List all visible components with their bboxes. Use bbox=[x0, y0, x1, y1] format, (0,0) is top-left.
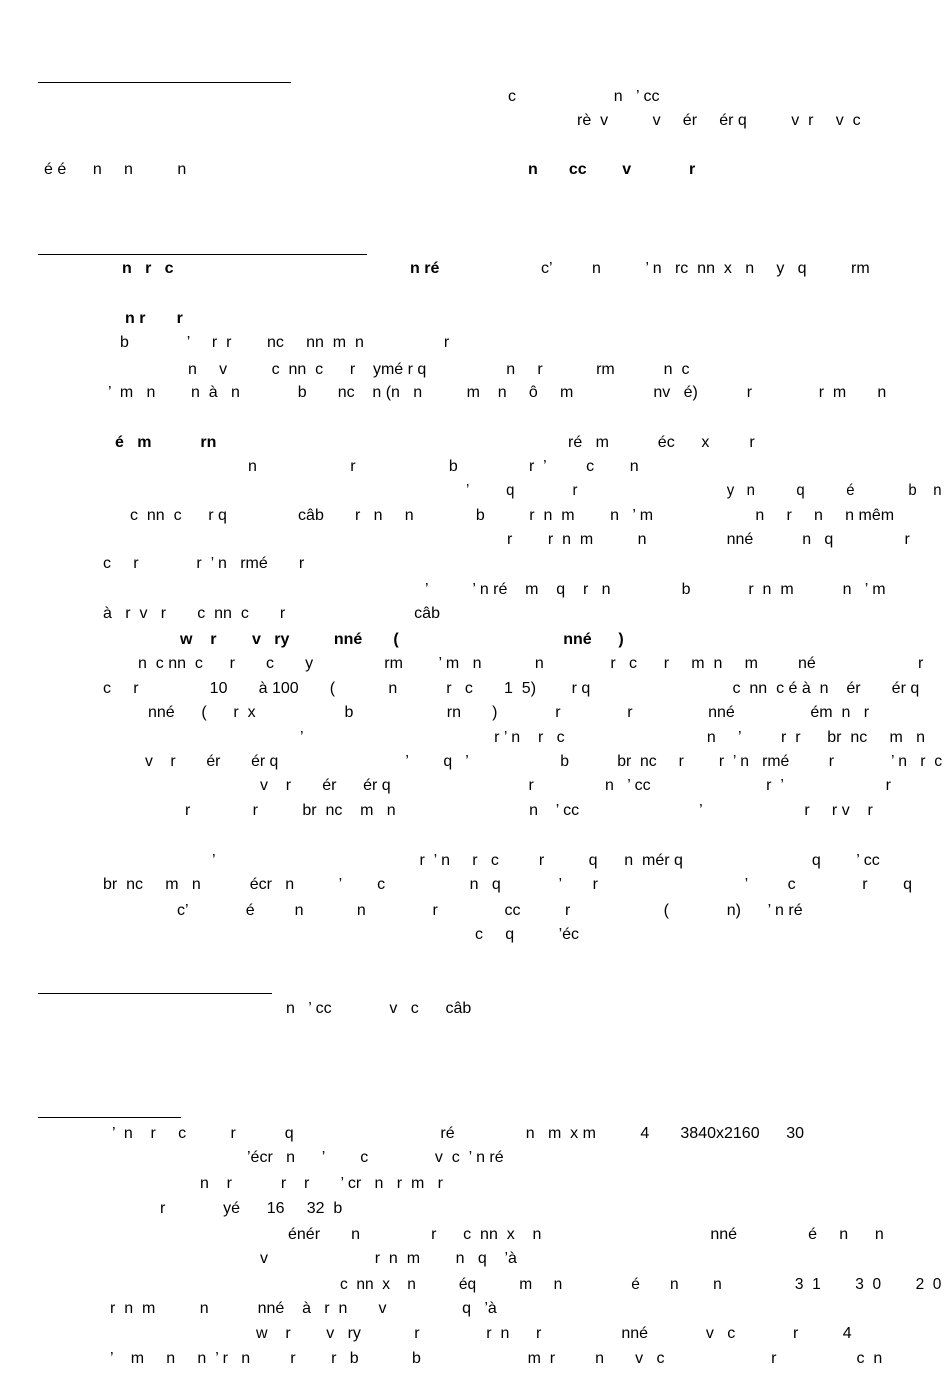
doc-line: ’ q r y n q é b n bbox=[466, 482, 942, 499]
doc-line: ’ ’ n ré m q r n b r n m n ’ m bbox=[425, 581, 886, 598]
doc-line: ’écr n ’ c v c ’ n ré bbox=[247, 1149, 504, 1166]
doc-line: ’ m n n à n b nc n (n n m n ô m nv é) r r m n bbox=[108, 384, 887, 401]
doc-line: c’ n ’ n rc nn x n y q rm bbox=[541, 260, 870, 277]
doc-line: c nn x n éq m n é n n 3 1 3 0 2 0 bbox=[340, 1276, 942, 1293]
doc-line: c n ’ cc bbox=[508, 88, 660, 105]
section-rule bbox=[38, 254, 367, 255]
doc-line: ’ r ’ n r c r q n mér q q ’ cc bbox=[212, 852, 880, 869]
doc-line: n cc v r bbox=[528, 161, 696, 178]
doc-line: n v c nn c r ymé r q n r rm n c bbox=[188, 361, 690, 378]
doc-line: c r 10 à 100 ( n r c 1 5) r q c nn c é à n ér ér q bbox=[103, 680, 920, 697]
doc-line: n c nn c r c y rm ’ m n n r c r m n m né r bbox=[138, 655, 924, 672]
doc-line: énér n r c nn x n nné é n n bbox=[288, 1226, 884, 1243]
doc-line: b ’ r r nc nn m n r bbox=[120, 334, 450, 351]
doc-line: c’ é n n r cc r ( n) ’ n ré bbox=[177, 902, 803, 919]
doc-line: é m rn bbox=[115, 434, 217, 451]
doc-line: w r v ry nné ( nné ) bbox=[180, 631, 624, 648]
doc-line: v r n m n q ’à bbox=[260, 1250, 517, 1267]
section-rule bbox=[38, 82, 291, 83]
doc-line: n r r bbox=[125, 310, 183, 327]
doc-line: v r ér ér q r n ’ cc r ’ r bbox=[260, 777, 891, 794]
doc-line: é é n n n bbox=[44, 161, 187, 178]
doc-line: r yé 16 32 b bbox=[160, 1200, 343, 1217]
doc-line: n ré bbox=[410, 260, 440, 277]
doc-line: rè v v ér ér q v r v c bbox=[577, 112, 861, 129]
section-rule bbox=[38, 993, 272, 994]
section-rule bbox=[38, 1117, 181, 1118]
doc-line: n r r r ’ cr n r m r bbox=[200, 1175, 443, 1192]
doc-line: c nn c r q câb r n n b r n m n ’ m n r n n mêm bbox=[130, 507, 895, 524]
doc-line: n r b r ’ c n bbox=[248, 458, 639, 475]
doc-line: r r br nc m n n ’ cc ’ r r v r bbox=[185, 802, 873, 819]
doc-line: v r ér ér q ’ q ’ b br nc r r ’ n rmé r ’ n r c bbox=[145, 753, 943, 770]
doc-line: w r v ry r r n r nné v c r 4 bbox=[256, 1325, 852, 1342]
doc-line: c q ’éc bbox=[475, 926, 580, 943]
doc-line: ’ r ’ n r c n ’ r r br nc m n bbox=[300, 729, 925, 746]
doc-line: ré m éc x r bbox=[568, 434, 755, 451]
doc-line: ’ m n n ’ r n r r b b m r n v c r c n bbox=[110, 1350, 883, 1367]
doc-line: ’ n r c r q ré n m x m 4 3840x2160 30 bbox=[112, 1125, 805, 1142]
doc-line: r r n m n nné n q r bbox=[507, 531, 910, 548]
doc-line: à r v r c nn c r câb bbox=[103, 605, 440, 622]
doc-line: c r r ’ n rmé r bbox=[103, 555, 305, 572]
doc-line: n r c bbox=[122, 260, 174, 277]
doc-line: n ’ cc v c câb bbox=[286, 1000, 472, 1017]
doc-line: r n m n nné à r n v q ’à bbox=[110, 1300, 497, 1317]
doc-line: br nc m n écr n ’ c n q ’ r ’ c r q bbox=[103, 876, 913, 893]
doc-line: nné ( r x b rn ) r r nné ém n r bbox=[148, 704, 870, 721]
